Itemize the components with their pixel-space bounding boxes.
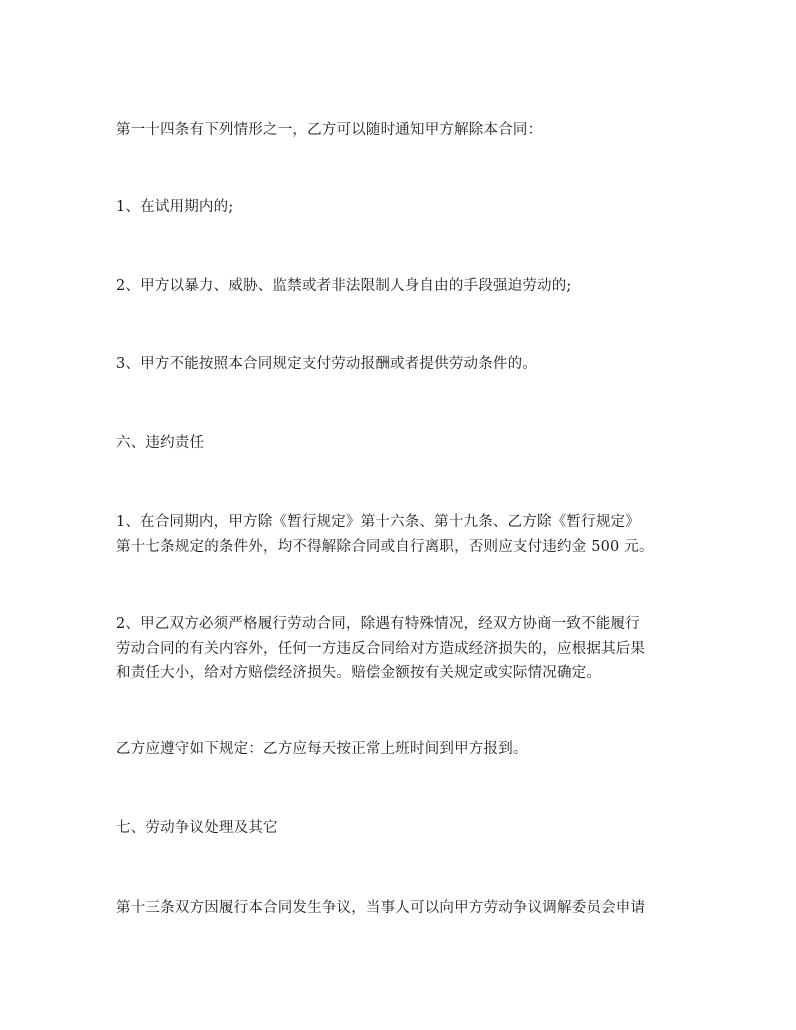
text-line: 第一十四条有下列情形之一，乙方可以随时通知甲方解除本合同：	[116, 122, 543, 138]
clause-13-paragraph	[116, 896, 686, 921]
section-6-heading	[116, 431, 686, 456]
text-line: 劳动合同的有关内容外，任何一方违反合同给对方造成经济损失的，应根据其后果	[116, 640, 646, 657]
text-line: 乙方应遵守如下规定：乙方应每天按正常上班时间到甲方报到。	[116, 741, 528, 757]
text-line: 3、甲方不能按照本合同规定支付劳动报酬或者提供劳动条件的。	[116, 356, 538, 372]
text-line: 第十七条规定的条件外，均不得解除合同或自行离职，否则应支付违约金 500 元。	[116, 538, 654, 555]
section-7-heading	[116, 816, 686, 841]
rules-paragraph	[116, 737, 686, 762]
text-line: 1、在合同期内，甲方除《暂行规定》第十六条、第十九条、乙方除《暂行规定》	[116, 514, 640, 530]
text-line: 和责任大小，给对方赔偿经济损失。赔偿金额按有关规定或实际情况确定。	[116, 665, 602, 681]
clause-14-item-1	[116, 195, 686, 220]
clause-14-item-3	[116, 352, 686, 377]
section-6-item-2	[116, 612, 686, 686]
section-6-item-1	[116, 510, 686, 559]
clause-14-item-2	[116, 274, 686, 299]
text-line: 第十三条双方因履行本合同发生争议，当事人可以向甲方劳动争议调解委员会申请	[116, 900, 646, 916]
text-line: 2、甲方以暴力、威胁、监禁或者非法限制人身自由的手段强迫劳动的;	[116, 278, 572, 294]
clause-14-heading	[116, 118, 686, 143]
text-line: 1、在试用期内的;	[116, 199, 234, 215]
text-line: 六、违约责任	[116, 435, 205, 451]
text-line: 2、甲乙双方必须严格履行劳动合同，除遇有特殊情况，经双方协商一致不能履行	[116, 616, 640, 632]
text-line: 七、劳动争议处理及其它	[116, 820, 278, 836]
